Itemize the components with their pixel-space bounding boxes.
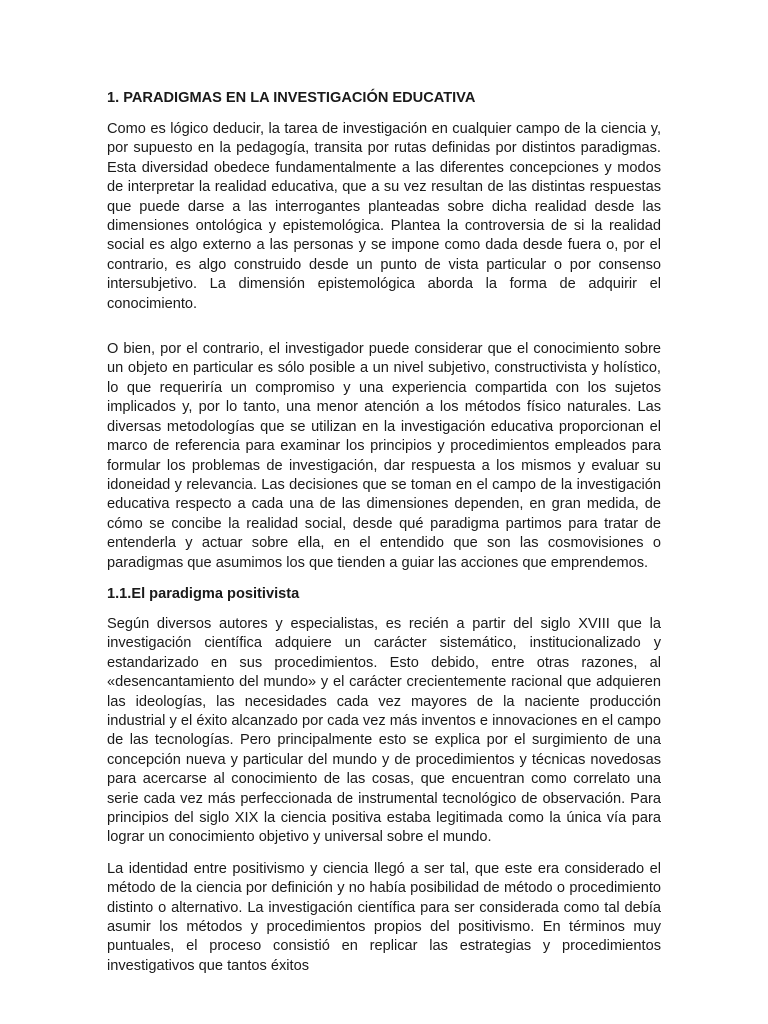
paragraph-positivism-origin: Según diversos autores y especialistas, es recién a partir del siglo XVIII que la investigación científica adquiere un carácter sistemático, institucionalizado y estandarizado en sus procedimientos. Esto debido, entre otras razones, al «desencantamiento del mundo» y el carácter crecientemente racional que adquieren las ideologías, las necesidades cada vez mayores de la naciente producción industrial y el éxito alcanzado por cada vez más inventos e innovaciones en el campo de las tecnologías. Pero principalmente esto se explica por el surgimiento de una concepción nueva y particular del mundo y de procedimientos y técnicas novedosas para acercarse al conocimiento de las cosas, que encuentran como correlato una serie cada vez más perfeccionada de instrumental tecnológico de observación. Para principios del siglo XIX la ciencia positiva estaba legitimada como la única vía para lograr un conocimiento objetivo y universal sobre el mundo.	[107, 615, 661, 846]
document-page	[107, 89, 661, 988]
paragraph-intro: Como es lógico deducir, la tarea de investigación en cualquier campo de la ciencia y, por supuesto en la pedagogía, transita por rutas definidas por distintos paradigmas. Esta diversidad obedece fundamentalmente a las diferentes concepciones y modos de interpretar la realidad educativa, que a su vez resultan de las distintas respuestas que puede darse a las interrogantes planteadas sobre dicha realidad desde las dimensiones ontológica y epistemológica. Plantea la controversia de si la realidad social es algo externo a las personas y se impone como dada desde fuera o, por el contrario, es algo construido desde un punto de vista particular o por consenso intersubjetivo. La dimensión epistemológica aborda la forma de adquirir el conocimiento.	[107, 121, 661, 312]
paragraph-subjective: O bien, por el contrario, el investigador puede considerar que el conocimiento sobre un objeto en particular es sólo posible a un nivel subjetivo, constructivista y holístico, lo que requeriría un compromiso y una experiencia compartida con los sujetos implicados y, por lo tanto, una menor atención a los métodos físico naturales. Las diversas metodologías que se utilizan en la investigación educativa proporcionan el marco de referencia para examinar los principios y procedimientos empleados para formular los problemas de investigación, dar respuesta a los mismos y evaluar su idoneidad y relevancia. Las decisiones que se toman en el campo de la investigación educativa respecto a cada una de las dimensiones dependen, en gran medida, de cómo se concibe la realidad social, desde qué paradigma partimos para tratar de entenderla y actuar sobre ella, en el entendido que son las cosmovisiones o paradigmas que asumimos los que tienden a guiar las acciones que emprendemos.	[107, 341, 661, 571]
section-heading: 1. PARADIGMAS EN LA INVESTIGACIÓN EDUCATIVA	[107, 90, 476, 106]
paragraph-positivism-identity: La identidad entre positivismo y ciencia llegó a ser tal, que este era considerado el método de la ciencia por definición y no había posibilidad de método o procedimiento distinto o alternativo. La investigación científica para ser considerada como tal debía asumir los métodos y procedimientos propios del positivismo. En términos muy puntuales, el proceso consistió en replicar las estrategias y procedimientos investigativos que tantos éxitos	[107, 860, 661, 974]
subsection-heading: 1.1.El paradigma positivista	[107, 585, 300, 602]
